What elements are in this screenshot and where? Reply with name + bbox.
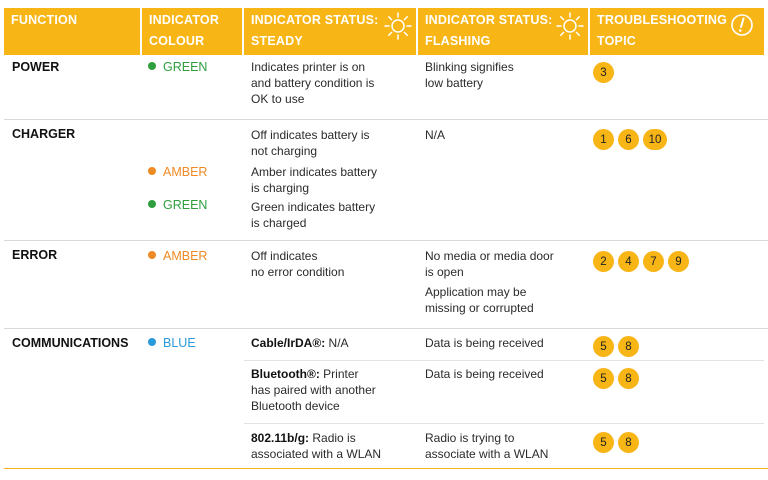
row-error-label: ERROR (12, 248, 58, 262)
sub-row-divider (244, 423, 764, 424)
power-steady (251, 59, 374, 107)
comm-wlan-topics (593, 432, 639, 453)
comm-bluetooth-flashing: Data is being received (425, 367, 544, 381)
power-steady-line: and battery condition is (251, 76, 375, 90)
charger-amber-label: AMBER (163, 165, 208, 179)
charger-steady-line: Off indicates battery is (251, 128, 370, 142)
header-steady-line1: INDICATOR STATUS: (251, 13, 379, 27)
topic-badge[interactable]: 3 (593, 62, 614, 83)
charger-steady-line: is charged (251, 216, 307, 230)
row-communications-label: COMMUNICATIONS (12, 336, 129, 350)
comm-bluetooth-topics (593, 368, 639, 389)
header-function (4, 8, 140, 55)
comm-wlan-steady-line: Radio is (309, 431, 356, 445)
table-bottom-rule (4, 468, 768, 469)
error-colour (148, 248, 207, 264)
header-trouble-line2: TOPIC (597, 34, 636, 48)
sun-flashing-icon (556, 12, 584, 40)
comm-cable-steady (251, 335, 349, 351)
topic-badge[interactable]: 4 (618, 251, 639, 272)
charger-steady-green (251, 199, 375, 231)
row-divider (4, 328, 768, 329)
topic-badge[interactable]: 10 (643, 129, 667, 150)
header-troubleshooting (590, 8, 764, 55)
row-charger-label: CHARGER (12, 127, 76, 141)
comm-wlan-label: 802.11b/g: (251, 431, 310, 445)
error-steady-line: Off indicates (251, 249, 318, 263)
error-topics (593, 251, 689, 272)
amber-dot-icon (148, 251, 156, 259)
sub-row-divider (244, 360, 764, 361)
power-steady-line: Indicates printer is on (251, 60, 366, 74)
charger-steady-line: is charging (251, 181, 310, 195)
power-colour-label: GREEN (163, 60, 208, 74)
header-function-label: FUNCTION (11, 13, 78, 27)
comm-cable-label: Cable/IrDA®: (251, 336, 326, 350)
comm-bluetooth-steady-line: Bluetooth device (251, 399, 340, 413)
topic-badge[interactable]: 5 (593, 368, 614, 389)
comm-wlan-flashing-line: Radio is trying to (425, 431, 515, 445)
topic-badge[interactable]: 8 (618, 336, 639, 357)
topic-badge[interactable]: 8 (618, 368, 639, 389)
communications-colour (148, 335, 196, 351)
charger-steady-line: Amber indicates battery (251, 165, 378, 179)
header-indicator-colour-line2: COLOUR (149, 34, 205, 48)
communications-colour-label: BLUE (163, 336, 196, 350)
topic-badge[interactable]: 5 (593, 432, 614, 453)
error-flashing-line: Application may be (425, 285, 527, 299)
header-flashing-line1: INDICATOR STATUS: (425, 13, 553, 27)
charger-steady-line: not charging (251, 144, 318, 158)
power-steady-line: OK to use (251, 92, 305, 106)
row-divider (4, 119, 768, 120)
topic-badge[interactable]: 6 (618, 129, 639, 150)
header-flashing-line2: FLASHING (425, 34, 491, 48)
charger-flashing: N/A (425, 128, 446, 142)
topic-badge[interactable]: 1 (593, 129, 614, 150)
topic-badge[interactable]: 9 (668, 251, 689, 272)
row-power-label: POWER (12, 60, 60, 74)
comm-bluetooth-steady-line: has paired with another (251, 383, 376, 397)
charger-topics (593, 129, 667, 150)
topic-badge[interactable]: 7 (643, 251, 664, 272)
topic-badge[interactable]: 2 (593, 251, 614, 272)
comm-cable-steady-text: N/A (325, 336, 349, 350)
power-colour (148, 59, 207, 75)
comm-cable-topics (593, 336, 639, 357)
comm-wlan-flashing-line: associate with a WLAN (425, 447, 549, 461)
green-dot-icon (148, 200, 156, 208)
power-topics (593, 62, 614, 83)
comm-bluetooth-steady (251, 366, 376, 414)
sun-steady-icon (384, 12, 412, 40)
error-flashing-line: is open (425, 265, 464, 279)
error-flashing-line: missing or corrupted (425, 301, 534, 315)
comm-wlan-steady (251, 430, 381, 462)
header-trouble-line1: TROUBLESHOOTING (597, 13, 728, 27)
row-divider (4, 240, 768, 241)
comm-wlan-steady-line: associated with a WLAN (251, 447, 382, 461)
header-status-steady (244, 8, 416, 55)
charger-colour-green (148, 197, 207, 213)
header-steady-line2: STEADY (251, 34, 303, 48)
charger-colour-amber (148, 164, 207, 180)
error-colour-label: AMBER (163, 249, 208, 263)
error-steady (251, 248, 344, 280)
charger-steady-off (251, 127, 370, 159)
header-status-flashing (418, 8, 588, 55)
charger-green-label: GREEN (163, 198, 208, 212)
error-steady-line: no error condition (251, 265, 345, 279)
amber-dot-icon (148, 167, 156, 175)
error-flashing-2 (425, 284, 534, 316)
power-flashing (425, 59, 514, 91)
header-indicator-colour-line1: INDICATOR (149, 13, 220, 27)
error-flashing-line: No media or media door (425, 249, 554, 263)
comm-cable-flashing: Data is being received (425, 336, 544, 350)
power-flashing-line: low battery (425, 76, 484, 90)
warning-icon (730, 13, 754, 37)
topic-badge[interactable]: 5 (593, 336, 614, 357)
blue-dot-icon (148, 338, 156, 346)
charger-steady-line: Green indicates battery (251, 200, 376, 214)
comm-bluetooth-label: Bluetooth®: (251, 367, 320, 381)
comm-wlan-flashing (425, 430, 548, 462)
charger-steady-amber (251, 164, 377, 196)
header-indicator-colour (142, 8, 242, 55)
comm-bluetooth-steady-line: Printer (319, 367, 359, 381)
error-flashing-1 (425, 248, 554, 280)
topic-badge[interactable]: 8 (618, 432, 639, 453)
green-dot-icon (148, 62, 156, 70)
power-flashing-line: Blinking signifies (425, 60, 514, 74)
